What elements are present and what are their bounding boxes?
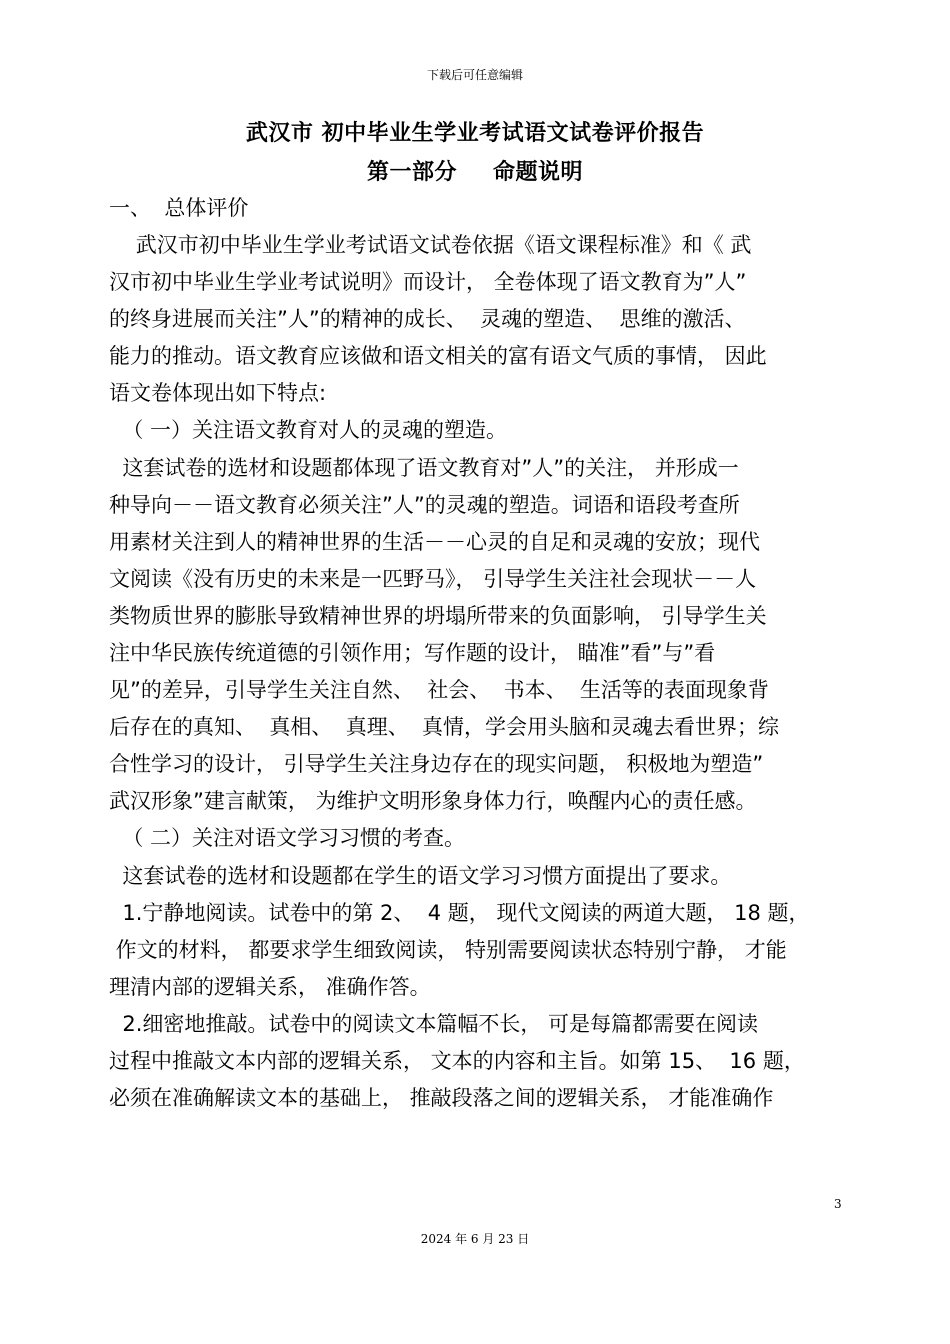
text-line: 的终身进展而关注”人”的精神的成长、 灵魂的塑造、 思维的激活、 bbox=[109, 307, 746, 331]
part-heading bbox=[0, 155, 950, 186]
text-line: 2.细密地推敲。试卷中的阅读文本篇幅不长， 可是每篇都需要在阅读 bbox=[109, 1012, 759, 1036]
text-line: 作文的材料， 都要求学生细致阅读， 特别需要阅读状态特别宁静， 才能 bbox=[109, 938, 787, 962]
text-line: 这套试卷的选材和设题都在学生的语文学习习惯方面提出了要求。 bbox=[109, 864, 732, 888]
text-line: 汉市初中毕业生学业考试说明》而设计， 全卷体现了语文教育为”人” bbox=[109, 270, 747, 294]
subsection-heading: （ 二）关注对语文学习习惯的考查。 bbox=[109, 826, 466, 850]
text-line: 武汉市初中毕业生学业考试语文试卷依据《语文课程标准》和《 武 bbox=[109, 233, 752, 257]
footer-date: 2024 年 6 月 23 日 bbox=[420, 1232, 530, 1246]
part-label: 第一部分 bbox=[366, 160, 457, 185]
text-line: 类物质世界的膨胀导致精神世界的坍塌所带来的负面影响， 引导学生关 bbox=[109, 604, 767, 628]
text-line: 用素材关注到人的精神世界的生活－－心灵的自足和灵魂的安放；现代 bbox=[109, 530, 760, 554]
header-note: 下载后可任意编辑 bbox=[426, 68, 523, 82]
text-line: 理清内部的逻辑关系， 准确作答。 bbox=[109, 975, 431, 999]
text-line: 这套试卷的选材和设题都体现了语文教育对”人”的关注， 并形成一 bbox=[109, 456, 739, 480]
text-line: 文阅读《没有历史的未来是一匹野马》， 引导学生关注社会现状－－人 bbox=[109, 567, 757, 591]
text-line: 语文卷体现出如下特点: bbox=[109, 381, 327, 405]
text-line: 1.宁静地阅读。试卷中的第 2、 4 题， 现代文阅读的两道大题， 18 题， bbox=[109, 901, 810, 925]
part-name: 命题说明 bbox=[493, 160, 584, 185]
text-line: 种导向－－语文教育必须关注”人”的灵魂的塑造。词语和语段考查所 bbox=[109, 493, 740, 517]
text-line: 能力的推动。语文教育应该做和语文相关的富有语文气质的事情， 因此 bbox=[109, 344, 767, 368]
section-heading: 一、 总体评价 bbox=[109, 196, 249, 220]
document-title: 武汉市 初中毕业生学业考试语文试卷评价报告 bbox=[245, 121, 705, 146]
text-line: 注中华民族传统道德的引领作用；写作题的设计， 瞄准”看”与”看 bbox=[109, 641, 716, 665]
page-number: 3 bbox=[834, 1197, 842, 1211]
text-line: 后存在的真知、 真相、 真理、 真情，学会用头脑和灵魂去看世界；综 bbox=[109, 715, 780, 739]
text-line: 见”的差异，引导学生关注自然、 社会、 书本、 生活等的表面现象背 bbox=[109, 678, 769, 702]
text-line: 过程中推敲文本内部的逻辑关系， 文本的内容和主旨。如第 15、 16 题， bbox=[109, 1049, 805, 1073]
text-line: 必须在准确解读文本的基础上， 推敲段落之间的逻辑关系， 才能准确作 bbox=[109, 1086, 774, 1110]
subsection-heading: （ 一）关注语文教育对人的灵魂的塑造。 bbox=[109, 418, 508, 442]
text-line: 合性学习的设计， 引导学生关注身边存在的现实问题， 积极地为塑造” bbox=[109, 752, 764, 776]
text-line: 武汉形象”建言献策， 为维护文明形象身体力行，唤醒内心的责任感。 bbox=[109, 789, 757, 813]
